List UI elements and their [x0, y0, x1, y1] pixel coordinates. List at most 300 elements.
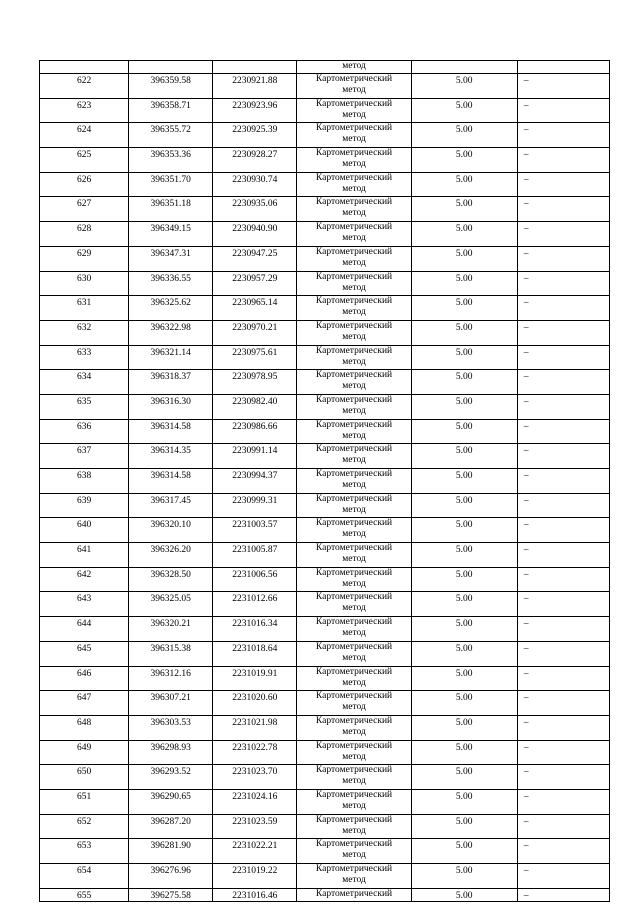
- cell-accuracy: 5.00: [411, 172, 517, 197]
- cell-method: [297, 370, 411, 395]
- cell-accuracy: 5.00: [411, 641, 517, 666]
- cell-note: –: [517, 320, 609, 345]
- cell-number: 631: [40, 296, 129, 321]
- cell-x: 396318.37: [129, 370, 213, 395]
- method-line-2: метод: [342, 726, 366, 737]
- cell-y: 2231022.21: [213, 839, 297, 864]
- cell-method: [297, 864, 411, 889]
- method-line-2: метод: [342, 381, 366, 392]
- cell-y: 2230930.74: [213, 172, 297, 197]
- table-row: [40, 765, 610, 790]
- cell-accuracy: 5.00: [411, 493, 517, 518]
- cell-accuracy: 5.00: [411, 98, 517, 123]
- cell-x: 396325.62: [129, 296, 213, 321]
- cell-y: 2230928.27: [213, 148, 297, 173]
- cell-x: 396276.96: [129, 864, 213, 889]
- method-line-2: метод: [342, 307, 366, 318]
- cell-accuracy: 5.00: [411, 222, 517, 247]
- method-line-2: метод: [342, 455, 366, 466]
- cell-note: –: [517, 296, 609, 321]
- table-row: [40, 444, 610, 469]
- cell-number: 635: [40, 394, 129, 419]
- table-row: [40, 148, 610, 173]
- cell-accuracy: 5.00: [411, 320, 517, 345]
- table-row: [40, 74, 610, 99]
- cell-y: 2231023.70: [213, 765, 297, 790]
- table-row: [40, 789, 610, 814]
- cell-number: 641: [40, 543, 129, 568]
- cell-method: [297, 888, 411, 902]
- cell-method: [297, 197, 411, 222]
- method-line-2: метод: [342, 183, 366, 194]
- method-line-1: Картометрический: [315, 98, 393, 109]
- method-line-1: Картометрический: [315, 370, 393, 381]
- method-line-2: метод: [342, 480, 366, 490]
- cell-note: –: [517, 394, 609, 419]
- cell-x: 396328.50: [129, 567, 213, 592]
- cell-y: 2231019.22: [213, 864, 297, 889]
- cell-method: [297, 641, 411, 666]
- table-row: [40, 864, 610, 889]
- method-line-2: метод: [342, 356, 366, 367]
- cell-x: 396312.16: [129, 666, 213, 691]
- cell-note: –: [517, 814, 609, 839]
- cell-accuracy: 5.00: [411, 814, 517, 839]
- cell-accuracy: 5.00: [411, 74, 517, 99]
- table-row: [40, 493, 610, 518]
- method-line-1: Картометрический: [315, 320, 393, 331]
- cell-note: –: [517, 518, 609, 543]
- cell-method: [297, 765, 411, 790]
- cell-x: 396336.55: [129, 271, 213, 296]
- cell-y: 2230975.61: [213, 345, 297, 370]
- method-line-1: Картометрический: [315, 172, 393, 183]
- cell-x: 396317.45: [129, 493, 213, 518]
- cell-x: 396314.35: [129, 444, 213, 469]
- method-line-1: Картометрический: [315, 148, 393, 159]
- cell-y: 2230925.39: [213, 123, 297, 148]
- method-line-1: Картометрический: [315, 888, 393, 899]
- table-row: [40, 814, 610, 839]
- cell-number: 623: [40, 98, 129, 123]
- cell-accuracy: 5.00: [411, 567, 517, 592]
- cell-method: [297, 666, 411, 691]
- cell-number: 637: [40, 444, 129, 469]
- cell-accuracy: 5.00: [411, 296, 517, 321]
- cell-x: 396359.58: [129, 74, 213, 99]
- cell-number: 638: [40, 469, 129, 494]
- method-line-2: метод: [342, 652, 366, 663]
- cell-method: [297, 419, 411, 444]
- cell-number: 628: [40, 222, 129, 247]
- coordinates-table: [39, 60, 610, 902]
- cell-accuracy: 5.00: [411, 691, 517, 716]
- cell-number: 636: [40, 419, 129, 444]
- table-row: [40, 740, 610, 765]
- cell-x: 396355.72: [129, 123, 213, 148]
- cell-method: [297, 296, 411, 321]
- method-line-1: Картометрический: [315, 592, 393, 603]
- method-line-1: Картометрический: [315, 469, 393, 479]
- cell-accuracy: 5.00: [411, 765, 517, 790]
- cell-x: 396287.20: [129, 814, 213, 839]
- cell-number: 627: [40, 197, 129, 222]
- cell-y: 2231021.98: [213, 715, 297, 740]
- cell-note: –: [517, 666, 609, 691]
- table-row: [40, 641, 610, 666]
- table-row: [40, 691, 610, 716]
- method-line-1: Картометрический: [315, 666, 393, 677]
- cell-number: 653: [40, 839, 129, 864]
- cell-accuracy: 5.00: [411, 246, 517, 271]
- cell-accuracy: 5.00: [411, 518, 517, 543]
- table-row: [40, 592, 610, 617]
- cell-number: 634: [40, 370, 129, 395]
- cell-x: 396326.20: [129, 543, 213, 568]
- cell-note: –: [517, 98, 609, 123]
- cell-x: 396293.52: [129, 765, 213, 790]
- cell-method: метод: [297, 61, 411, 74]
- cell-number: 624: [40, 123, 129, 148]
- cell-number: 630: [40, 271, 129, 296]
- cell-y: 2230994.37: [213, 469, 297, 494]
- cell-note: –: [517, 592, 609, 617]
- cell-accuracy: 5.00: [411, 148, 517, 173]
- method-line-2: метод: [342, 331, 366, 342]
- table-row: [40, 394, 610, 419]
- cell-method: [297, 271, 411, 296]
- cell-method: [297, 74, 411, 99]
- method-line-2: метод: [342, 405, 366, 416]
- method-line-1: Картометрический: [315, 444, 393, 455]
- cell-note: –: [517, 691, 609, 716]
- method-line-1: Картометрический: [315, 518, 393, 529]
- cell-y: 2231006.56: [213, 567, 297, 592]
- method-line-2: метод: [342, 875, 366, 885]
- table-row: [40, 370, 610, 395]
- cell-accuracy: 5.00: [411, 419, 517, 444]
- cell-accuracy: 5.00: [411, 271, 517, 296]
- method-line-2: метод: [342, 850, 366, 861]
- cell-method: [297, 123, 411, 148]
- method-line-2: метод: [342, 554, 366, 565]
- method-line-2: метод: [342, 159, 366, 170]
- method-line-1: Картометрический: [315, 864, 393, 874]
- method-line-2: метод: [342, 751, 366, 762]
- cell-accuracy: 5.00: [411, 888, 517, 902]
- method-line-2: метод: [342, 282, 366, 293]
- cell-accuracy: 5.00: [411, 543, 517, 568]
- cell-method: [297, 789, 411, 814]
- cell-note: –: [517, 864, 609, 889]
- method-line-1: Картометрический: [315, 345, 393, 356]
- cell-note: –: [517, 617, 609, 642]
- method-line-1: Картометрический: [315, 740, 393, 751]
- cell-x: 396298.93: [129, 740, 213, 765]
- cell-y: 2231003.57: [213, 518, 297, 543]
- cell-note: –: [517, 172, 609, 197]
- table-row: [40, 320, 610, 345]
- cell-x: 396290.65: [129, 789, 213, 814]
- method-line-1: Картометрический: [315, 222, 393, 233]
- method-line-1: Картометрический: [315, 715, 393, 726]
- cell-y: 2230923.96: [213, 98, 297, 123]
- table-row: [40, 469, 610, 494]
- table-row: [40, 197, 610, 222]
- cell-note: –: [517, 789, 609, 814]
- table-row: [40, 543, 610, 568]
- cell-number: 649: [40, 740, 129, 765]
- cell-x: 396303.53: [129, 715, 213, 740]
- method-line-2: метод: [342, 776, 366, 787]
- cell-accuracy: 5.00: [411, 715, 517, 740]
- cell-y: 2230991.14: [213, 444, 297, 469]
- cell-method: [297, 246, 411, 271]
- cell-method: [297, 543, 411, 568]
- method-line-2: метод: [342, 628, 366, 639]
- cell-note: [517, 61, 609, 74]
- continuation-row: [40, 61, 610, 74]
- method-line-2: метод: [342, 825, 366, 836]
- cell-number: 644: [40, 617, 129, 642]
- cell-accuracy: 5.00: [411, 864, 517, 889]
- method-line-2: метод: [342, 603, 366, 614]
- cell-y: 2230999.31: [213, 493, 297, 518]
- cell-method: [297, 444, 411, 469]
- cell-note: –: [517, 370, 609, 395]
- cell-method: [297, 98, 411, 123]
- method-line-1: Картометрический: [315, 814, 393, 825]
- method-line-1: Картометрический: [315, 394, 393, 405]
- cell-x: 396351.70: [129, 172, 213, 197]
- cell-method: [297, 172, 411, 197]
- cell-y: 2231016.46: [213, 888, 297, 902]
- cell-y: 2231024.16: [213, 789, 297, 814]
- cell-note: –: [517, 246, 609, 271]
- cell-number: 632: [40, 320, 129, 345]
- cell-x: 396315.38: [129, 641, 213, 666]
- cell-accuracy: 5.00: [411, 370, 517, 395]
- cell-accuracy: 5.00: [411, 839, 517, 864]
- cell-accuracy: 5.00: [411, 617, 517, 642]
- cell-y: 2231022.78: [213, 740, 297, 765]
- method-line-1: Картометрический: [315, 567, 393, 578]
- method-line-1: Картометрический: [315, 74, 393, 84]
- method-line-1: Картометрический: [315, 617, 393, 628]
- cell-y: 2230978.95: [213, 370, 297, 395]
- cell-y: 2230947.25: [213, 246, 297, 271]
- cell-method: [297, 320, 411, 345]
- table-row: [40, 839, 610, 864]
- cell-method: [297, 839, 411, 864]
- cell-y: 2230982.40: [213, 394, 297, 419]
- cell-note: –: [517, 567, 609, 592]
- table-row: [40, 98, 610, 123]
- cell-x: 396320.21: [129, 617, 213, 642]
- cell-x: 396321.14: [129, 345, 213, 370]
- cell-y: 2230986.66: [213, 419, 297, 444]
- method-line-1: Картометрический: [315, 765, 393, 776]
- cell-method: [297, 222, 411, 247]
- table-row: [40, 715, 610, 740]
- method-line-2: метод: [342, 677, 366, 688]
- cell-accuracy: 5.00: [411, 197, 517, 222]
- cell-y: 2230921.88: [213, 74, 297, 99]
- cell-note: –: [517, 839, 609, 864]
- cell-x: 396325.05: [129, 592, 213, 617]
- table-row: [40, 419, 610, 444]
- cell-note: –: [517, 271, 609, 296]
- cell-note: –: [517, 345, 609, 370]
- cell-x: 396358.71: [129, 98, 213, 123]
- cell-method: [297, 691, 411, 716]
- cell-y: 2231020.60: [213, 691, 297, 716]
- cell-x: 396351.18: [129, 197, 213, 222]
- cell-method: [297, 567, 411, 592]
- cell-method: [297, 592, 411, 617]
- cell-number: 647: [40, 691, 129, 716]
- cell-accuracy: [411, 61, 517, 74]
- cell-accuracy: 5.00: [411, 345, 517, 370]
- cell-y: 2231019.91: [213, 666, 297, 691]
- cell-accuracy: 5.00: [411, 444, 517, 469]
- cell-y: 2230970.21: [213, 320, 297, 345]
- cell-method: [297, 469, 411, 494]
- cell-number: 655: [40, 888, 129, 902]
- method-line-2: метод: [342, 529, 366, 540]
- method-line-1: Картометрический: [315, 493, 393, 504]
- cell-number: [40, 61, 129, 74]
- cell-method: [297, 518, 411, 543]
- cell-x: 396314.58: [129, 419, 213, 444]
- method-line-1: Картометрический: [315, 641, 393, 652]
- table-row: [40, 666, 610, 691]
- cell-x: 396349.15: [129, 222, 213, 247]
- cell-y: 2231005.87: [213, 543, 297, 568]
- table-row: [40, 518, 610, 543]
- method-line-2: метод: [342, 233, 366, 244]
- table-row: [40, 246, 610, 271]
- cell-number: 639: [40, 493, 129, 518]
- cell-note: –: [517, 641, 609, 666]
- cell-x: 396314.58: [129, 469, 213, 494]
- cell-method: [297, 148, 411, 173]
- cell-x: 396281.90: [129, 839, 213, 864]
- cell-note: –: [517, 148, 609, 173]
- cell-accuracy: 5.00: [411, 394, 517, 419]
- cell-number: 650: [40, 765, 129, 790]
- method-line-1: Картометрический: [315, 123, 393, 134]
- cell-accuracy: 5.00: [411, 740, 517, 765]
- cell-number: 629: [40, 246, 129, 271]
- cell-number: 640: [40, 518, 129, 543]
- cell-y: 2231016.34: [213, 617, 297, 642]
- cell-number: 633: [40, 345, 129, 370]
- method-line-2: метод: [342, 430, 366, 441]
- cell-note: –: [517, 197, 609, 222]
- cell-note: –: [517, 543, 609, 568]
- table-row: [40, 222, 610, 247]
- cell-method: [297, 740, 411, 765]
- method-line-1: Картометрический: [315, 839, 393, 850]
- method-line-2: метод: [342, 109, 366, 120]
- method-line-1: Картометрический: [315, 296, 393, 307]
- cell-x: 396316.30: [129, 394, 213, 419]
- cell-note: –: [517, 469, 609, 494]
- cell-y: 2231023.59: [213, 814, 297, 839]
- cell-accuracy: 5.00: [411, 789, 517, 814]
- table-row: [40, 345, 610, 370]
- method-line-2: метод: [342, 504, 366, 515]
- cell-number: 622: [40, 74, 129, 99]
- method-line-1: Картометрический: [315, 419, 393, 430]
- cell-note: –: [517, 493, 609, 518]
- method-line-2: метод: [342, 702, 366, 713]
- cell-x: 396320.10: [129, 518, 213, 543]
- method-line-1: Картометрический: [315, 789, 393, 800]
- table-row-last: [40, 888, 610, 902]
- cell-x: 396353.36: [129, 148, 213, 173]
- cell-number: 642: [40, 567, 129, 592]
- table-row: [40, 296, 610, 321]
- cell-accuracy: 5.00: [411, 666, 517, 691]
- cell-method: [297, 345, 411, 370]
- cell-number: 626: [40, 172, 129, 197]
- cell-x: 396275.58: [129, 888, 213, 902]
- cell-accuracy: 5.00: [411, 592, 517, 617]
- method-line-1: Картометрический: [315, 246, 393, 257]
- cell-method: [297, 617, 411, 642]
- method-line-1: Картометрический: [315, 271, 393, 282]
- cell-method: [297, 715, 411, 740]
- cell-y: 2230935.06: [213, 197, 297, 222]
- table-row: [40, 271, 610, 296]
- cell-note: –: [517, 740, 609, 765]
- method-line-1: Картометрический: [315, 543, 393, 554]
- cell-number: 643: [40, 592, 129, 617]
- cell-number: 645: [40, 641, 129, 666]
- cell-method: [297, 814, 411, 839]
- method-line-1: Картометрический: [315, 197, 393, 208]
- cell-note: –: [517, 444, 609, 469]
- method-line-2: метод: [342, 257, 366, 268]
- cell-note: –: [517, 123, 609, 148]
- cell-number: 648: [40, 715, 129, 740]
- cell-x: 396322.98: [129, 320, 213, 345]
- method-line-2: метод: [342, 134, 366, 145]
- table-row: [40, 123, 610, 148]
- cell-note: –: [517, 419, 609, 444]
- cell-accuracy: 5.00: [411, 469, 517, 494]
- cell-y: 2231012.66: [213, 592, 297, 617]
- cell-method: [297, 493, 411, 518]
- table-row: [40, 617, 610, 642]
- cell-note: –: [517, 222, 609, 247]
- cell-y: 2230940.90: [213, 222, 297, 247]
- cell-x: 396307.21: [129, 691, 213, 716]
- cell-note: –: [517, 765, 609, 790]
- cell-note: –: [517, 715, 609, 740]
- cell-accuracy: 5.00: [411, 123, 517, 148]
- method-line-2: метод: [342, 85, 366, 95]
- method-line-2: метод: [342, 800, 366, 811]
- method-line-1: Картометрический: [315, 691, 393, 702]
- table-row: [40, 172, 610, 197]
- cell-note: –: [517, 888, 609, 902]
- cell-number: 654: [40, 864, 129, 889]
- cell-x: [129, 61, 213, 74]
- cell-x: 396347.31: [129, 246, 213, 271]
